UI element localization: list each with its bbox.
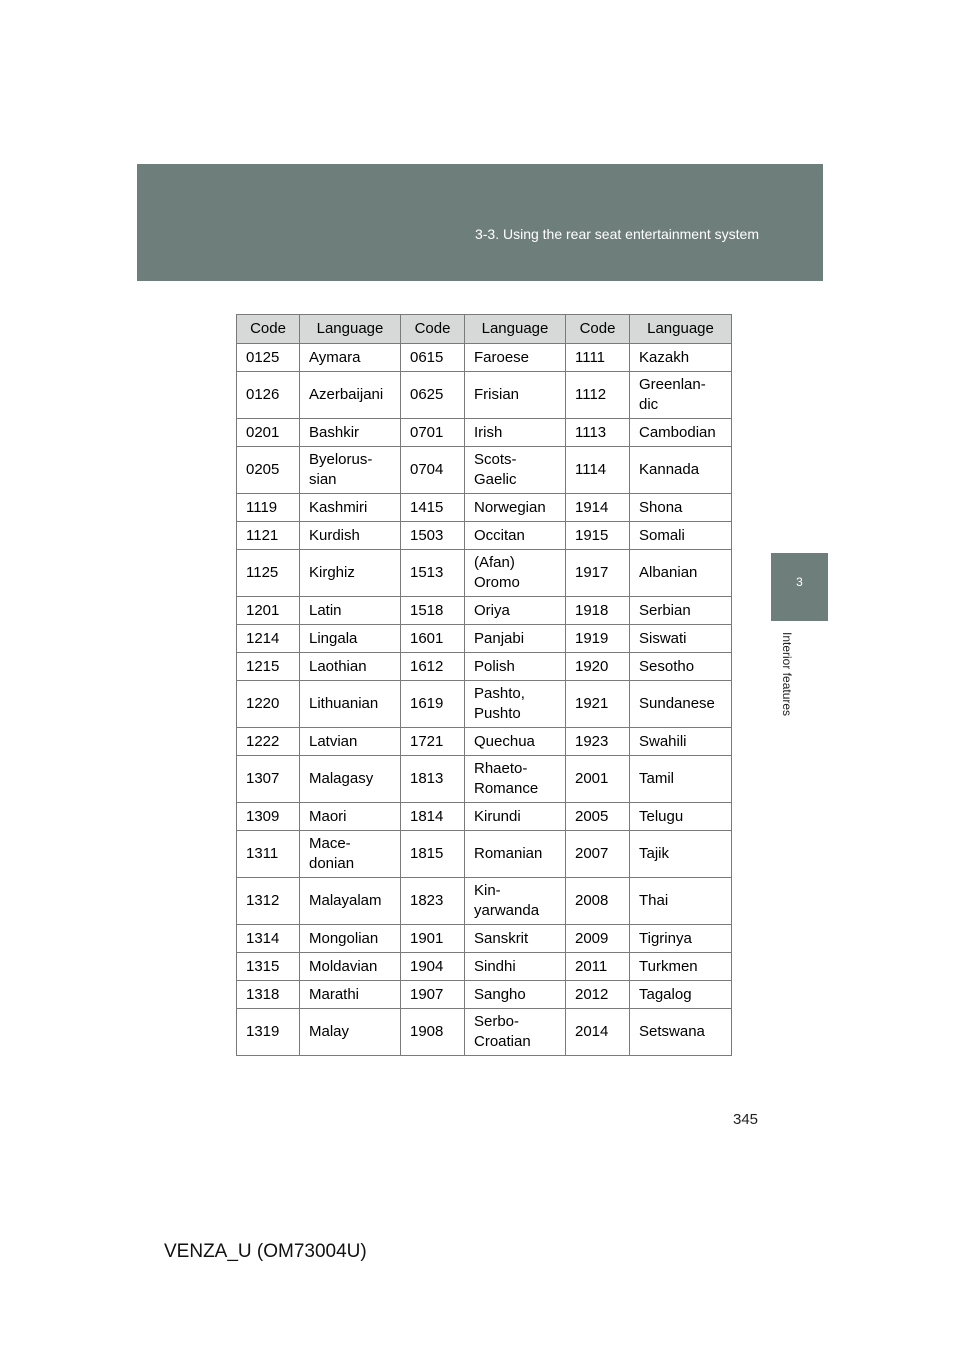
code-cell: 2011 — [566, 953, 630, 981]
code-cell: 1314 — [237, 925, 300, 953]
code-cell: 2009 — [566, 925, 630, 953]
code-cell: 1315 — [237, 953, 300, 981]
code-cell: 1907 — [401, 981, 465, 1009]
language-cell: Greenlan- dic — [630, 372, 732, 419]
code-cell: 0704 — [401, 447, 465, 494]
language-cell: Lingala — [300, 625, 401, 653]
header-cell: Language — [465, 315, 566, 344]
code-cell: 1319 — [237, 1009, 300, 1056]
language-cell: Norwegian — [465, 494, 566, 522]
table-row — [237, 1009, 732, 1056]
page-number: 345 — [733, 1111, 759, 1128]
language-cell: Telugu — [630, 803, 732, 831]
code-cell: 1125 — [237, 550, 300, 597]
code-cell: 1920 — [566, 653, 630, 681]
language-cell: Turkmen — [630, 953, 732, 981]
code-cell: 0201 — [237, 419, 300, 447]
language-cell: Setswana — [630, 1009, 732, 1056]
code-cell: 1307 — [237, 756, 300, 803]
language-cell: Kashmiri — [300, 494, 401, 522]
language-cell: Sindhi — [465, 953, 566, 981]
code-cell: 1619 — [401, 681, 465, 728]
code-cell: 1919 — [566, 625, 630, 653]
language-cell: Tamil — [630, 756, 732, 803]
code-cell: 1904 — [401, 953, 465, 981]
table-row — [237, 925, 732, 953]
language-cell: Polish — [465, 653, 566, 681]
language-cell: Thai — [630, 878, 732, 925]
code-cell: 1311 — [237, 831, 300, 878]
code-cell: 1220 — [237, 681, 300, 728]
language-cell: Siswati — [630, 625, 732, 653]
chapter-tab — [771, 553, 828, 621]
code-cell: 0125 — [237, 344, 300, 372]
code-cell: 1222 — [237, 728, 300, 756]
code-cell: 1923 — [566, 728, 630, 756]
header-cell: Code — [237, 315, 300, 344]
language-cell: Swahili — [630, 728, 732, 756]
table-header-row — [237, 315, 732, 344]
table-row — [237, 831, 732, 878]
code-cell: 1513 — [401, 550, 465, 597]
code-cell: 2012 — [566, 981, 630, 1009]
code-cell: 1813 — [401, 756, 465, 803]
language-cell: Latvian — [300, 728, 401, 756]
language-cell: Mace- donian — [300, 831, 401, 878]
code-cell: 0615 — [401, 344, 465, 372]
header-cell: Code — [566, 315, 630, 344]
language-cell: Laothian — [300, 653, 401, 681]
code-cell: 1121 — [237, 522, 300, 550]
code-cell: 2007 — [566, 831, 630, 878]
language-cell: Tajik — [630, 831, 732, 878]
code-cell: 2014 — [566, 1009, 630, 1056]
language-cell: Pashto, Pushto — [465, 681, 566, 728]
code-cell: 1112 — [566, 372, 630, 419]
code-cell: 1114 — [566, 447, 630, 494]
table-row — [237, 953, 732, 981]
language-cell: Occitan — [465, 522, 566, 550]
language-code-table — [236, 314, 732, 1056]
language-cell: Latin — [300, 597, 401, 625]
table-row — [237, 344, 732, 372]
language-cell: Serbo- Croatian — [465, 1009, 566, 1056]
code-cell: 2001 — [566, 756, 630, 803]
code-cell: 1823 — [401, 878, 465, 925]
language-cell: Moldavian — [300, 953, 401, 981]
code-cell: 1318 — [237, 981, 300, 1009]
language-cell: Oriya — [465, 597, 566, 625]
document-code: VENZA_U (OM73004U) — [164, 1241, 367, 1262]
language-cell: Kirundi — [465, 803, 566, 831]
language-cell: Kin- yarwanda — [465, 878, 566, 925]
table-row — [237, 522, 732, 550]
code-cell: 0126 — [237, 372, 300, 419]
language-cell: Quechua — [465, 728, 566, 756]
code-cell: 1921 — [566, 681, 630, 728]
code-cell: 1721 — [401, 728, 465, 756]
language-cell: Sesotho — [630, 653, 732, 681]
language-cell: (Afan) Oromo — [465, 550, 566, 597]
chapter-label-container — [780, 632, 796, 742]
language-cell: Byelorus- sian — [300, 447, 401, 494]
code-cell: 2005 — [566, 803, 630, 831]
language-cell: Faroese — [465, 344, 566, 372]
language-cell: Cambodian — [630, 419, 732, 447]
language-cell: Malay — [300, 1009, 401, 1056]
language-cell: Sanskrit — [465, 925, 566, 953]
table-row — [237, 756, 732, 803]
language-cell: Albanian — [630, 550, 732, 597]
language-cell: Malagasy — [300, 756, 401, 803]
header-cell: Code — [401, 315, 465, 344]
code-cell: 1309 — [237, 803, 300, 831]
language-cell: Sangho — [465, 981, 566, 1009]
language-cell: Marathi — [300, 981, 401, 1009]
table-row — [237, 372, 732, 419]
table-row — [237, 597, 732, 625]
language-cell: Lithuanian — [300, 681, 401, 728]
table-row — [237, 681, 732, 728]
language-cell: Rhaeto- Romance — [465, 756, 566, 803]
table-row — [237, 494, 732, 522]
language-cell: Irish — [465, 419, 566, 447]
code-cell: 2008 — [566, 878, 630, 925]
code-cell: 1917 — [566, 550, 630, 597]
language-cell: Panjabi — [465, 625, 566, 653]
table-body — [237, 344, 732, 1056]
code-cell: 1918 — [566, 597, 630, 625]
code-cell: 1908 — [401, 1009, 465, 1056]
language-cell: Kurdish — [300, 522, 401, 550]
code-cell: 1415 — [401, 494, 465, 522]
table-row — [237, 878, 732, 925]
code-cell: 1215 — [237, 653, 300, 681]
language-cell: Kirghiz — [300, 550, 401, 597]
language-cell: Azerbaijani — [300, 372, 401, 419]
chapter-label: Interior features — [780, 632, 794, 717]
code-cell: 0701 — [401, 419, 465, 447]
code-cell: 0625 — [401, 372, 465, 419]
language-cell: Serbian — [630, 597, 732, 625]
language-cell: Romanian — [465, 831, 566, 878]
table-row — [237, 419, 732, 447]
language-cell: Somali — [630, 522, 732, 550]
section-header-band — [137, 164, 823, 281]
code-cell: 1612 — [401, 653, 465, 681]
header-cell: Language — [630, 315, 732, 344]
language-cell: Maori — [300, 803, 401, 831]
table-row — [237, 981, 732, 1009]
code-cell: 1915 — [566, 522, 630, 550]
code-cell: 1113 — [566, 419, 630, 447]
code-cell: 1111 — [566, 344, 630, 372]
header-cell: Language — [300, 315, 401, 344]
table-row — [237, 447, 732, 494]
language-cell: Mongolian — [300, 925, 401, 953]
code-cell: 1814 — [401, 803, 465, 831]
code-cell: 1201 — [237, 597, 300, 625]
chapter-number: 3 — [796, 575, 803, 589]
code-cell: 1503 — [401, 522, 465, 550]
table-row — [237, 803, 732, 831]
code-cell: 1312 — [237, 878, 300, 925]
language-cell: Sundanese — [630, 681, 732, 728]
section-title: 3-3. Using the rear seat entertainment system — [474, 226, 759, 242]
code-cell: 1601 — [401, 625, 465, 653]
language-cell: Tigrinya — [630, 925, 732, 953]
code-cell: 1815 — [401, 831, 465, 878]
language-cell: Kannada — [630, 447, 732, 494]
language-cell: Scots- Gaelic — [465, 447, 566, 494]
language-cell: Aymara — [300, 344, 401, 372]
table-row — [237, 550, 732, 597]
code-cell: 0205 — [237, 447, 300, 494]
language-cell: Kazakh — [630, 344, 732, 372]
language-cell: Shona — [630, 494, 732, 522]
table-row — [237, 653, 732, 681]
language-cell: Malayalam — [300, 878, 401, 925]
table-row — [237, 625, 732, 653]
language-cell: Frisian — [465, 372, 566, 419]
language-cell: Bashkir — [300, 419, 401, 447]
code-cell: 1901 — [401, 925, 465, 953]
code-cell: 1914 — [566, 494, 630, 522]
code-cell: 1214 — [237, 625, 300, 653]
code-cell: 1119 — [237, 494, 300, 522]
language-cell: Tagalog — [630, 981, 732, 1009]
code-cell: 1518 — [401, 597, 465, 625]
table-row — [237, 728, 732, 756]
